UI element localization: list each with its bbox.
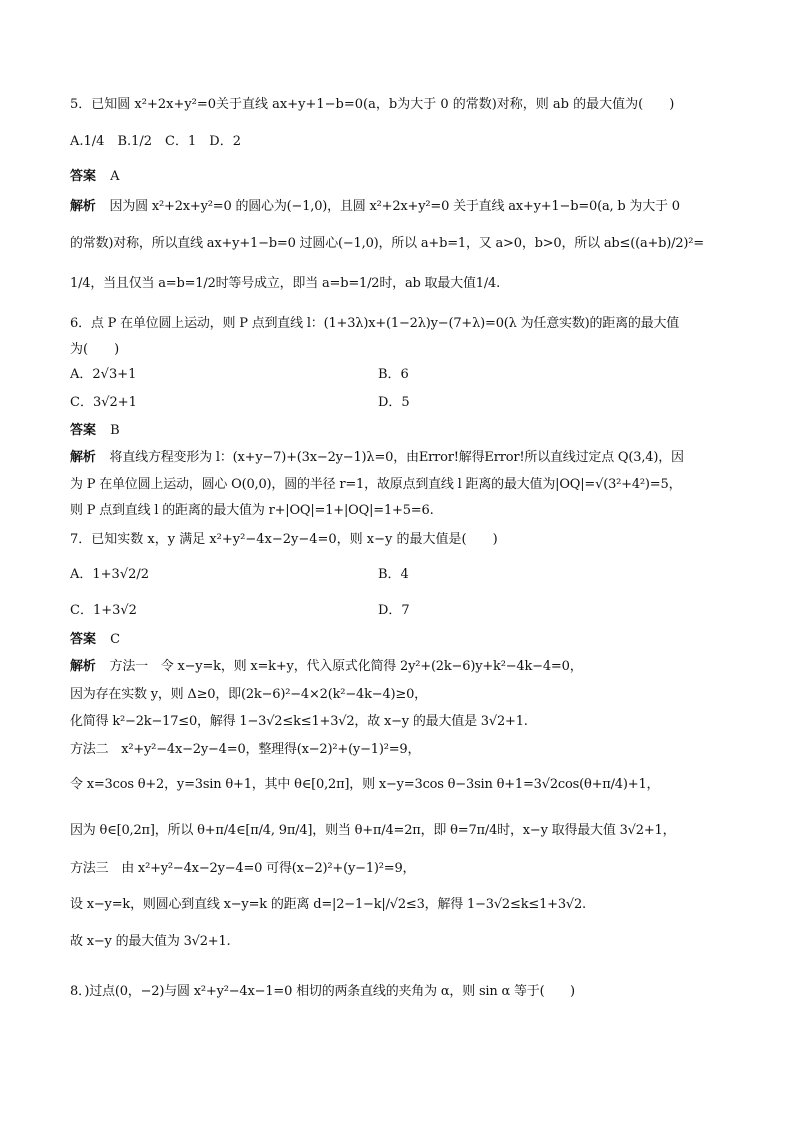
q7-method-1-line-2: 因为存在实数 y，则 Δ≥0，即(2k−6)²−4×2(k²−4k−4)≥0，	[70, 687, 427, 702]
q6-answer: B	[110, 423, 120, 438]
q5-analysis-1: 解析 因为圆 x²+2x+y²=0 的圆心为(−1,0)，且圆 x²+2x+y²=0 关于直线 ax+y+1−b=0(a, b 为大于 0	[70, 199, 680, 214]
q7-method-2-line-3: 因为 θ∈[0,2π]，所以 θ+π/4∈[π/4, 9π/4]，则当 θ+π/4=2π，即 θ=7π/4时，x−y 取得最大值 3√2+1，	[70, 823, 676, 838]
q7-method-3-line-3: 故 x−y 的最大值为 3√2+1.	[70, 934, 231, 949]
q7-method-3-line-2: 设 x−y=k，则圆心到直线 x−y=k 的距离 d=|2−1−k|/√2≤3，解得 1−3√2≤k≤1+3√2.	[70, 897, 586, 912]
answer-label: 答案	[70, 169, 97, 184]
analysis-label: 解析	[70, 450, 96, 465]
q7-answer: C	[110, 632, 121, 647]
q7-option-c: C．1+3√2	[70, 603, 137, 618]
q7-method-1-line-3: 化简得 k²−2k−17≤0，解得 1−3√2≤k≤1+3√2，故 x−y 的最大值是 3√2+1.	[70, 714, 528, 729]
q6-analysis-1: 解析 将直线方程变形为 l：(x+y−7)+(3x−2y−1)λ=0，由Error!解得Error!所以直线过定点 Q(3,4)，因	[70, 450, 684, 465]
q8-stem: 8．)过点(0，−2)与圆 x²+y²−4x−1=0 相切的两条直线的夹角为 α，则 sin α 等于( )	[70, 984, 575, 999]
q5-answer: A	[110, 169, 120, 184]
answer-label: 答案	[70, 632, 97, 647]
q6-stem-2: 为( )	[70, 342, 120, 357]
q7-stem: 7．已知实数 x，y 满足 x²+y²−4x−2y−4=0，则 x−y 的最大值是( )	[70, 532, 498, 547]
q7-method-1-line-1: 解析 方法一 令 x−y=k，则 x=k+y，代入原式化简得 2y²+(2k−6)y+k²−4k−4=0，	[70, 659, 583, 674]
q5-analysis-2: 的常数)对称，所以直线 ax+y+1−b=0 过圆心(−1,0)，所以 a+b=1，又 a>0，b>0，所以 ab≤((a+b)/2)²=	[70, 236, 705, 251]
q7-method-2-line-2: 令 x=3cos θ+2，y=3sin θ+1，其中 θ∈[0,2π]，则 x−y=3cos θ−3sin θ+1=3√2cos(θ+π/4)+1，	[70, 777, 660, 792]
q7-option-d: D．7	[378, 603, 410, 618]
q7-option-b: B．4	[378, 567, 409, 582]
analysis-label: 解析	[70, 199, 96, 214]
q6-option-a: A．2√3+1	[70, 367, 137, 382]
q5-stem: 5．已知圆 x²+2x+y²=0关于直线 ax+y+1−b=0(a，b为大于 0 的常数)对称，则 ab 的最大值为( )	[70, 97, 675, 112]
q7-method-2-line-1: 方法二 x²+y²−4x−2y−4=0，整理得(x−2)²+(y−1)²=9，	[70, 742, 421, 757]
q7-options-row-2	[70, 602, 410, 620]
q6-option-c: C．3√2+1	[70, 395, 137, 410]
q6-answer-row	[70, 422, 120, 440]
q5-options: A.1/4 B.1/2 C．1 D．2	[70, 134, 241, 149]
q6-options-row-2	[70, 394, 410, 412]
q6-option-d: D．5	[378, 395, 410, 410]
q6-analysis-2: 为 P 在单位圆上运动，圆心 O(0,0)，圆的半径 r=1，故原点到直线 l 距离的最大值为|OQ|=√(3²+4²)=5，	[70, 477, 682, 492]
q7-answer-row	[70, 631, 120, 649]
q5-answer-row	[70, 168, 120, 186]
q5-analysis-3: 1/4，当且仅当 a=b=1/2时等号成立，即当 a=b=1/2时，ab 取最大值1/4.	[70, 276, 501, 291]
q6-stem-1: 6．点 P 在单位圆上运动，则 P 点到直线 l：(1+3λ)x+(1−2λ)y−(7+λ)=0(λ 为任意实数)的距离的最大值	[70, 316, 680, 331]
q6-options-row-1	[70, 366, 409, 384]
answer-label: 答案	[70, 423, 97, 438]
q7-method-3-line-1: 方法三 由 x²+y²−4x−2y−4=0 可得(x−2)²+(y−1)²=9，	[70, 861, 416, 876]
q6-analysis-3: 则 P 点到直线 l 的距离的最大值为 r+|OQ|=1+|OQ|=1+5=6.	[70, 503, 434, 518]
q7-options-row-1	[70, 566, 409, 584]
q7-option-a: A．1+3√2/2	[70, 567, 150, 582]
analysis-label: 解析	[70, 659, 96, 674]
q6-option-b: B．6	[378, 367, 409, 382]
